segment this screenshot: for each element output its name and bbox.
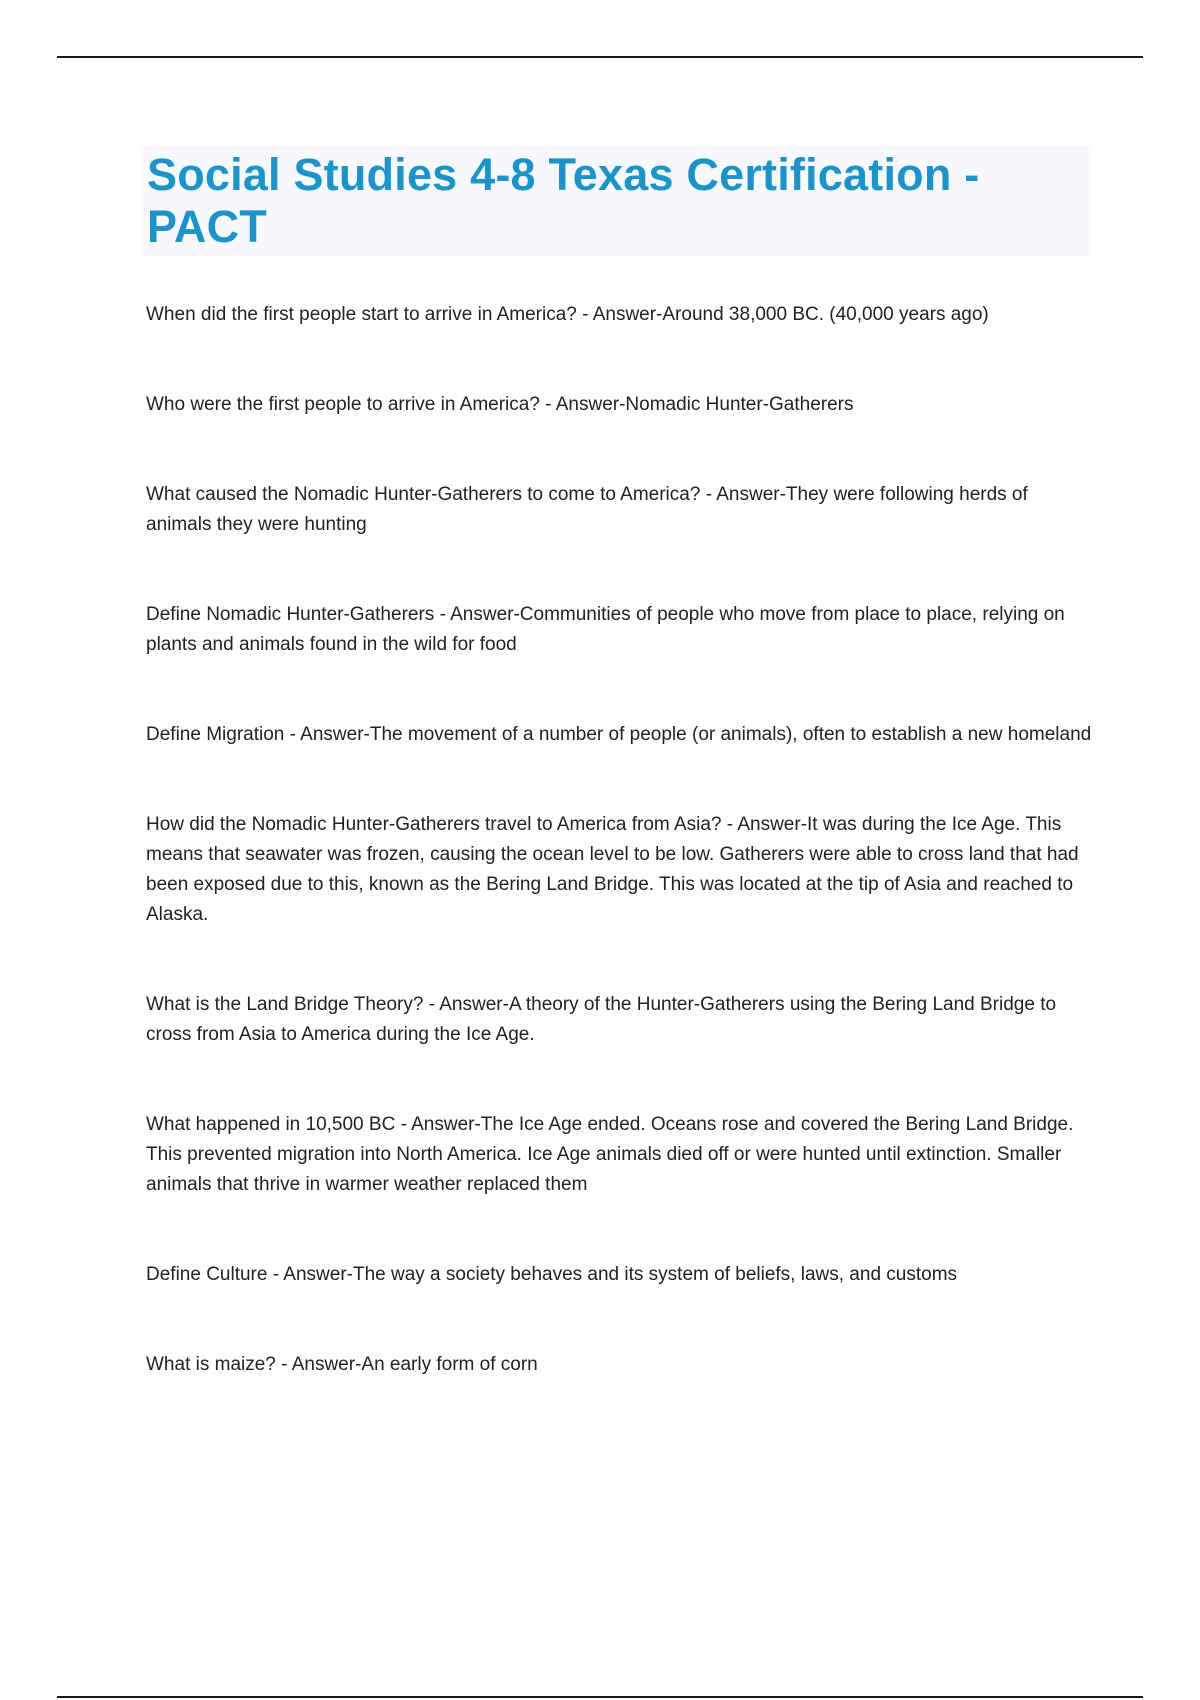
qa-item-2: Who were the first people to arrive in America? - Answer-Nomadic Hunter-Gatherers — [146, 394, 854, 415]
qa-item-3: What caused the Nomadic Hunter-Gatherers to come to America? - Answer-They were following herds of animals they were hunting — [146, 484, 1028, 535]
qa-item-9: Define Culture - Answer-The way a society behaves and its system of beliefs, laws, and customs — [146, 1264, 958, 1285]
qa-list — [146, 300, 1096, 1380]
qa-item-4: Define Nomadic Hunter-Gatherers - Answer-Communities of people who move from place to place, relying on plants and animals found in the wild for food — [146, 604, 1065, 655]
page-bottom-rule — [57, 1696, 1143, 1698]
qa-item-8: What happened in 10,500 BC - Answer-The Ice Age ended. Oceans rose and covered the Bering Land Bridge. This prevented migration into North America. Ice Age animals died off or were hunted until extinction. Smaller animals that thrive in warmer weather replaced them — [146, 1114, 1074, 1195]
page-top-rule — [57, 56, 1143, 58]
qa-item-5: Define Migration - Answer-The movement of a number of people (or animals), often to establish a new homeland — [146, 724, 1092, 745]
qa-item-10: What is maize? - Answer-An early form of corn — [146, 1354, 538, 1375]
qa-item-6: How did the Nomadic Hunter-Gatherers travel to America from Asia? - Answer-It was during the Ice Age. This means that seawater was frozen, causing the ocean level to be low. Gatherers were able to cross land that had been exposed due to this, known as the Bering Land Bridge. This was located at the tip of Asia and reached to Alaska. — [146, 814, 1079, 925]
qa-item-1: When did the first people start to arrive in America? - Answer-Around 38,000 BC. (40,000 years ago) — [146, 304, 989, 325]
document-title: Social Studies 4-8 Texas Certification - PACT — [147, 149, 980, 252]
title-banner — [141, 146, 1091, 256]
qa-item-7: What is the Land Bridge Theory? - Answer-A theory of the Hunter-Gatherers using the Bering Land Bridge to cross from Asia to America during the Ice Age. — [146, 994, 1057, 1045]
